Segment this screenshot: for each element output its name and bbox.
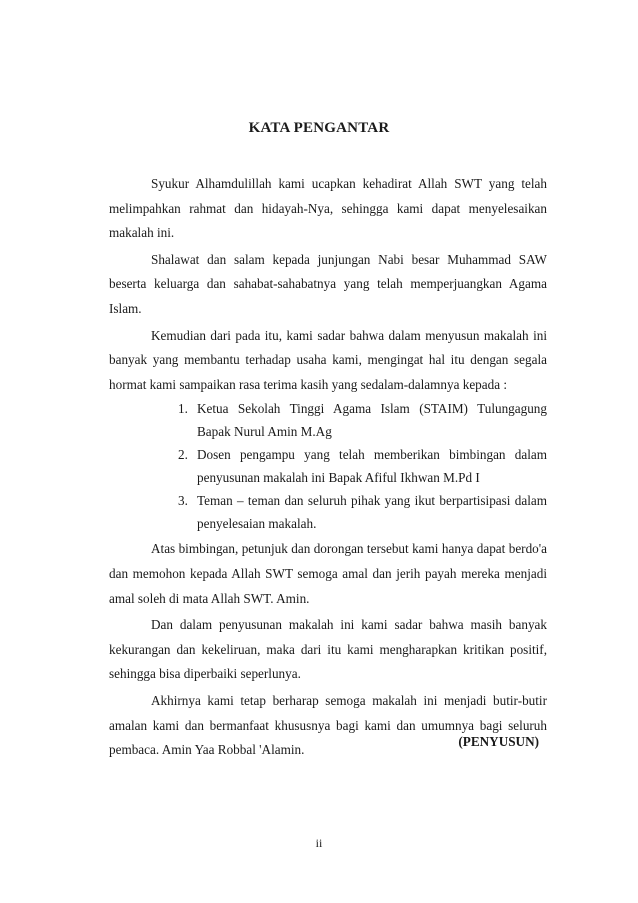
page-title: KATA PENGANTAR (248, 120, 390, 136)
list-item (109, 489, 547, 535)
list-item (109, 397, 547, 443)
list-item-number: 3. (178, 493, 188, 509)
document-body (109, 172, 547, 763)
list-item (109, 443, 547, 489)
list-item-number: 2. (178, 447, 188, 463)
paragraph-guidance: Atas bimbingan, petunjuk dan dorongan tersebut kami hanya dapat berdo'a dan memohon kepada Allah SWT semoga amal dan jerih payah mereka menjadi amal soleh di mata Allah SWT. Amin. (109, 541, 547, 606)
paragraph-closing: Akhirnya kami tetap berharap semoga makalah ini menjadi butir-butir amalan kami dan bermanfaat khususnya bagi kami dan umumnya bagi seluruh pembaca. Amin Yaa Robbal 'Alamin. (109, 692, 547, 758)
list-item-text: Teman – teman dan seluruh pihak yang ikut berpartisipasi dalam penyelesaian makalah. (197, 493, 547, 532)
paragraph-shortcomings: Dan dalam penyusunan makalah ini kami sadar bahwa masih banyak kekurangan dan kekeliruan, maka dari itu kami mengharapkan kritikan positif, sehingga bisa diperbaiki seperlunya. (109, 617, 547, 682)
page-number: ii (315, 836, 323, 850)
list-item-text: Dosen pengampu yang telah memberikan bimbingan dalam penyusunan makalah ini Bapak Afiful Ikhwan M.Pd I (197, 447, 547, 486)
list-item-text: Ketua Sekolah Tinggi Agama Islam (STAIM) Tulungagung Bapak Nurul Amin M.Ag (197, 401, 547, 440)
list-item-number: 1. (178, 401, 188, 417)
paragraph-thanks-intro: Kemudian dari pada itu, kami sadar bahwa dalam menyusun makalah ini banyak yang membantu terhadap usaha kami, mengingat hal itu dengan segala hormat kami sampaikan rasa terima kasih yang sedalam-dalamnya kepada : (109, 327, 547, 392)
author-signature: (PENYUSUN) (458, 734, 539, 749)
paragraph-opening: Syukur Alhamdulillah kami ucapkan kehadirat Allah SWT yang telah melimpahkan rahmat dan hidayah-Nya, sehingga kami dapat menyelesaikan makalah ini. (109, 176, 547, 241)
paragraph-shalawat: Shalawat dan salam kepada junjungan Nabi besar Muhammad SAW beserta keluarga dan sahabat-sahabatnya yang telah memperjuangkan Agama Islam. (109, 251, 547, 316)
thanks-list (109, 397, 547, 535)
